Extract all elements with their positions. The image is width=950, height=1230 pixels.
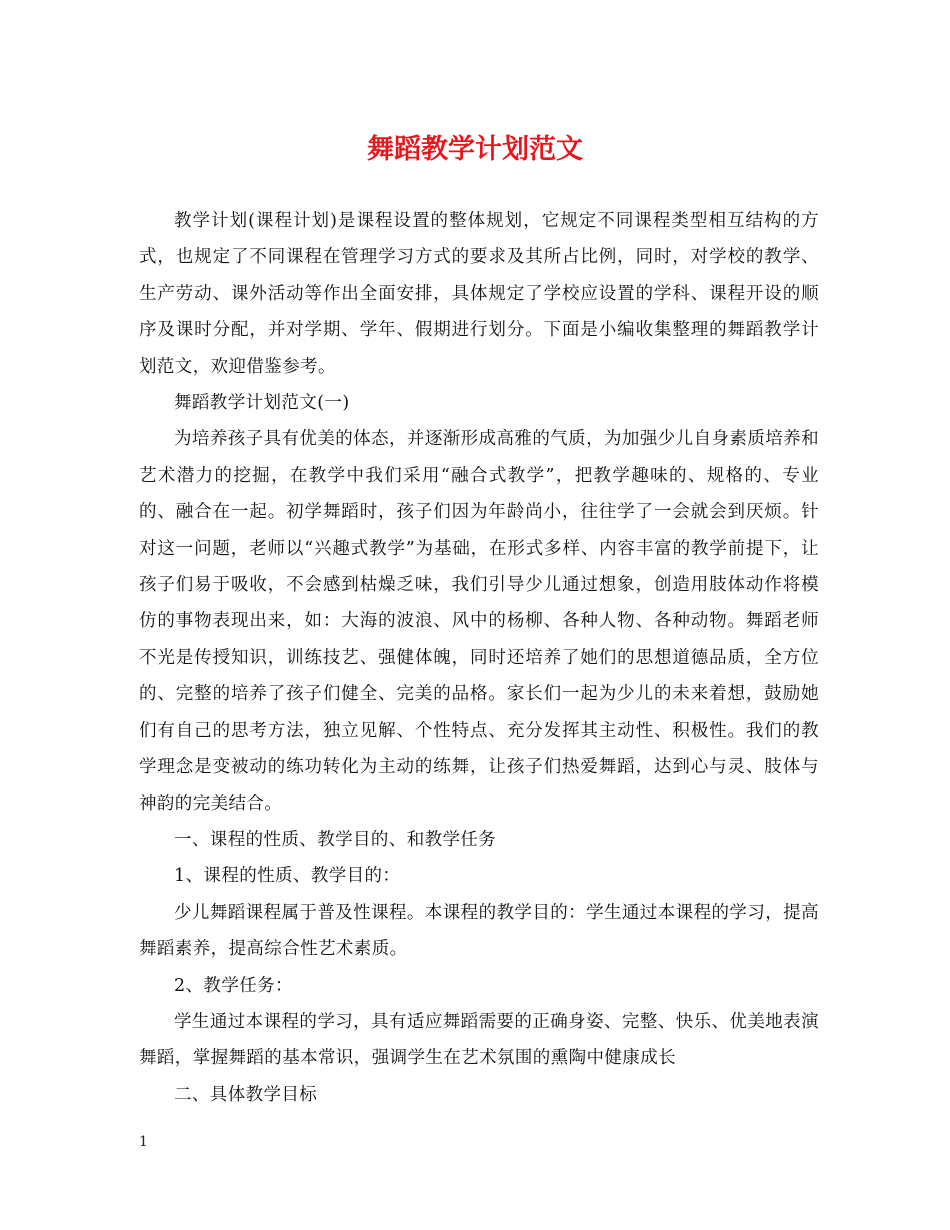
subheading-teaching-tasks: 2、教学任务： xyxy=(174,975,293,996)
subheading-course-purpose: 1、课程的性质、教学目的： xyxy=(174,866,401,887)
intro-paragraph: 教学计划(课程计划)是课程设置的整体规划，它规定不同课程类型相互结构的方式，也规定了不同课程在管理学习方式的要求及其所占比例，同时，对学校的教学、生产劳动、课外活动等作出全面安排，具体规定了学校应设置的学科、课程开设的顺序及课时分配，并对学期、学年、假期进行划分。下面是小编收集整理的舞蹈教学计划范文，欢迎借鉴参考。 xyxy=(139,211,819,377)
body-paragraph: 学生通过本课程的学习，具有适应舞蹈需要的正确身姿、完整、快乐、优美地表演舞蹈，掌握舞蹈的基本常识，强调学生在艺术氛围的熏陶中健康成长 xyxy=(139,1011,819,1069)
section-heading-teaching-goals: 二、具体教学目标 xyxy=(174,1084,318,1105)
document-body xyxy=(139,203,819,1113)
body-paragraph: 为培养孩子具有优美的体态，并逐渐形成高雅的气质，为加强少儿自身素质培养和艺术潜力的挖掘，在教学中我们采用“融合式教学”，把教学趣味的、规格的、专业的、融合在一起。初学舞蹈时，孩子们因为年龄尚小，往往学了一会就会到厌烦。针对这一问题，老师以“兴趣式教学”为基础，在形式多样、内容丰富的教学前提下，让孩子们易于吸收，不会感到枯燥乏味，我们引导少儿通过想象，创造用肢体动作将模仿的事物表现出来，如：大海的波浪、风中的杨柳、各种人物、各种动物。舞蹈老师不光是传授知识，训练技艺、强健体魄，同时还培养了她们的思想道德品质，全方位的、完整的培养了孩子们健全、完美的品格。家长们一起为少儿的未来着想，鼓励她们有自己的思考方法，独立见解、个性特点、充分发挥其主动性、积极性。我们的教学理念是变被动的练功转化为主动的练舞，让孩子们热爱舞蹈，达到心与灵、肢体与神韵的完美结合。 xyxy=(139,429,819,814)
page-title: 舞蹈教学计划范文 xyxy=(367,134,583,165)
body-paragraph: 少儿舞蹈课程属于普及性课程。本课程的教学目的：学生通过本课程的学习，提高舞蹈素养，提高综合性艺术素质。 xyxy=(139,902,819,960)
page-number: 1 xyxy=(139,1134,148,1150)
section-heading-example-one: 舞蹈教学计划范文(一) xyxy=(174,393,350,414)
section-heading-course-nature: 一、课程的性质、教学目的、和教学任务 xyxy=(174,829,497,850)
